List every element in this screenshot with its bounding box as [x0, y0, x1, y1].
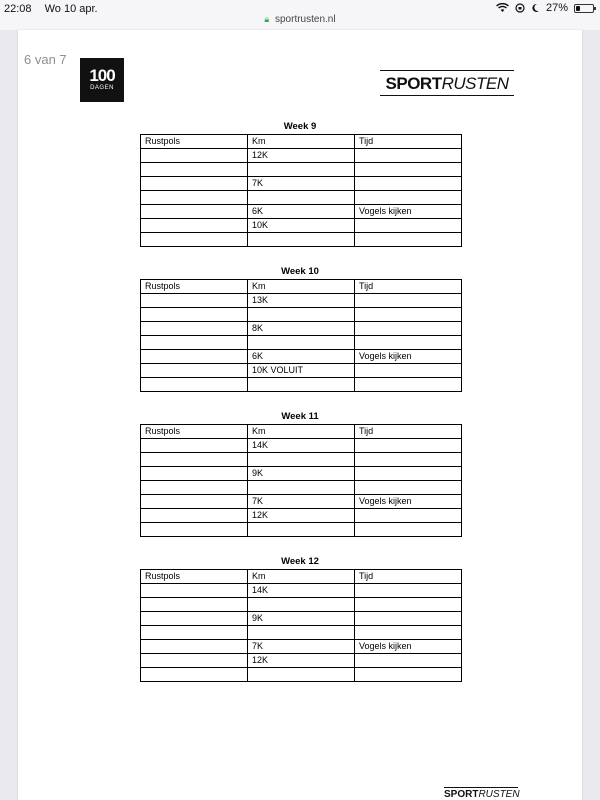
column-header: Km: [248, 425, 355, 439]
table-row: [141, 163, 462, 177]
table-cell: [141, 584, 248, 598]
table-cell: [141, 233, 248, 247]
table-cell: 14K: [248, 439, 355, 453]
table-row: [141, 294, 462, 308]
table-cell: [355, 364, 462, 378]
hundred-days-logo: [80, 58, 124, 102]
table-row: [141, 350, 462, 364]
table-cell: [355, 509, 462, 523]
table-row: [141, 149, 462, 163]
battery-fill: [576, 6, 580, 11]
table-cell: 7K: [248, 177, 355, 191]
column-header: Rustpols: [141, 425, 248, 439]
column-header: Km: [248, 280, 355, 294]
table-cell: [355, 191, 462, 205]
table-row: [141, 439, 462, 453]
column-header: Rustpols: [141, 570, 248, 584]
table-row: [141, 364, 462, 378]
lock-icon: 🔒︎: [264, 14, 270, 24]
table-cell: [248, 191, 355, 205]
table-row: [141, 191, 462, 205]
table-cell: [355, 233, 462, 247]
footer-brand-part-1: SPORT: [444, 789, 479, 800]
battery-icon: [574, 4, 594, 13]
url-text: sportrusten.nl: [274, 14, 336, 25]
table-cell: [141, 149, 248, 163]
table-cell: [141, 219, 248, 233]
table-cell: [141, 509, 248, 523]
column-header: Km: [248, 570, 355, 584]
page-indicator: 6 van 7: [24, 52, 67, 67]
table-cell: [248, 233, 355, 247]
table-row: [141, 584, 462, 598]
week-title: Week 11: [281, 411, 319, 422]
table-row: [141, 378, 462, 392]
brand-part-2: RUSTEN: [441, 74, 509, 93]
table-cell: [355, 439, 462, 453]
column-header: Tijd: [355, 570, 462, 584]
footer-logo: [444, 787, 518, 800]
table-header-row: [141, 280, 462, 294]
address-bar[interactable]: [0, 14, 600, 25]
week-title: Week 10: [281, 266, 319, 277]
table-cell: [355, 219, 462, 233]
table-cell: 9K: [248, 467, 355, 481]
table-cell: [141, 378, 248, 392]
week-title: Week 9: [283, 121, 317, 132]
table-cell: [355, 177, 462, 191]
table-cell: [141, 191, 248, 205]
table-cell: [141, 336, 248, 350]
table-cell: [141, 612, 248, 626]
table-cell: [248, 668, 355, 682]
status-right: [496, 2, 594, 14]
table-cell: 12K: [248, 654, 355, 668]
table-row: [141, 336, 462, 350]
table-cell: [355, 322, 462, 336]
table-cell: [248, 626, 355, 640]
table-cell: [141, 205, 248, 219]
table-row: [141, 233, 462, 247]
table-cell: [141, 177, 248, 191]
table-cell: [355, 149, 462, 163]
table-cell: Vogels kijken: [355, 205, 462, 219]
table-cell: [355, 308, 462, 322]
table-row: [141, 495, 462, 509]
column-header: Tijd: [355, 280, 462, 294]
status-time: 22:08: [4, 3, 32, 15]
table-cell: 10K: [248, 219, 355, 233]
week-table: [140, 424, 462, 537]
table-row: [141, 177, 462, 191]
table-cell: [248, 378, 355, 392]
table-cell: 13K: [248, 294, 355, 308]
table-cell: [248, 598, 355, 612]
table-cell: 6K: [248, 205, 355, 219]
table-cell: [141, 640, 248, 654]
table-cell: [248, 481, 355, 495]
table-row: [141, 322, 462, 336]
table-cell: [355, 654, 462, 668]
column-header: Tijd: [355, 135, 462, 149]
table-cell: [248, 453, 355, 467]
table-cell: 9K: [248, 612, 355, 626]
week-table: [140, 279, 462, 392]
week-table: [140, 569, 462, 682]
table-cell: Vogels kijken: [355, 495, 462, 509]
battery-percent: 27%: [545, 2, 568, 14]
table-cell: [355, 612, 462, 626]
table-cell: [355, 626, 462, 640]
table-cell: 6K: [248, 350, 355, 364]
sportrusten-logo: [380, 70, 514, 96]
table-cell: [141, 626, 248, 640]
table-cell: 7K: [248, 495, 355, 509]
column-header: Rustpols: [141, 280, 248, 294]
table-cell: [248, 163, 355, 177]
logo-number: 100: [89, 66, 115, 85]
table-cell: Vogels kijken: [355, 350, 462, 364]
table-cell: 12K: [248, 149, 355, 163]
table-cell: [355, 668, 462, 682]
table-row: [141, 205, 462, 219]
table-cell: [141, 322, 248, 336]
wifi-icon: [496, 3, 509, 13]
table-cell: [141, 350, 248, 364]
status-bar: [0, 0, 600, 30]
table-row: [141, 668, 462, 682]
table-cell: [141, 523, 248, 537]
table-row: [141, 219, 462, 233]
table-cell: 10K VOLUIT: [248, 364, 355, 378]
table-cell: [355, 481, 462, 495]
table-cell: 8K: [248, 322, 355, 336]
table-cell: [355, 467, 462, 481]
table-cell: [248, 523, 355, 537]
rotation-lock-icon: [515, 3, 525, 13]
table-cell: [141, 439, 248, 453]
moon-icon: [531, 3, 540, 13]
table-cell: [141, 668, 248, 682]
logo-label: DAGEN: [90, 85, 114, 91]
week-table: [140, 134, 462, 247]
table-row: [141, 626, 462, 640]
table-cell: [355, 163, 462, 177]
table-row: [141, 640, 462, 654]
table-row: [141, 308, 462, 322]
table-cell: [141, 598, 248, 612]
table-cell: [355, 378, 462, 392]
table-cell: [141, 294, 248, 308]
table-cell: [355, 523, 462, 537]
table-cell: Vogels kijken: [355, 640, 462, 654]
column-header: Km: [248, 135, 355, 149]
table-cell: 7K: [248, 640, 355, 654]
table-row: [141, 467, 462, 481]
table-row: [141, 481, 462, 495]
table-cell: [141, 364, 248, 378]
table-cell: 12K: [248, 509, 355, 523]
table-cell: [355, 584, 462, 598]
table-row: [141, 654, 462, 668]
table-cell: [141, 467, 248, 481]
table-row: [141, 509, 462, 523]
column-header: Tijd: [355, 425, 462, 439]
table-cell: [248, 308, 355, 322]
table-cell: [141, 163, 248, 177]
table-row: [141, 453, 462, 467]
table-cell: [141, 495, 248, 509]
week-title: Week 12: [281, 556, 319, 567]
table-cell: [141, 481, 248, 495]
table-cell: [355, 598, 462, 612]
footer-brand-part-2: RUSTEN: [478, 789, 520, 800]
table-cell: [141, 308, 248, 322]
table-row: [141, 523, 462, 537]
table-cell: 14K: [248, 584, 355, 598]
brand-part-1: SPORT: [385, 74, 442, 93]
column-header: Rustpols: [141, 135, 248, 149]
table-cell: [355, 294, 462, 308]
table-row: [141, 612, 462, 626]
table-header-row: [141, 135, 462, 149]
table-cell: [141, 654, 248, 668]
status-date: Wo 10 apr.: [44, 3, 98, 15]
table-cell: [355, 336, 462, 350]
table-header-row: [141, 570, 462, 584]
table-cell: [141, 453, 248, 467]
table-row: [141, 598, 462, 612]
table-cell: [248, 336, 355, 350]
table-cell: [355, 453, 462, 467]
table-header-row: [141, 425, 462, 439]
